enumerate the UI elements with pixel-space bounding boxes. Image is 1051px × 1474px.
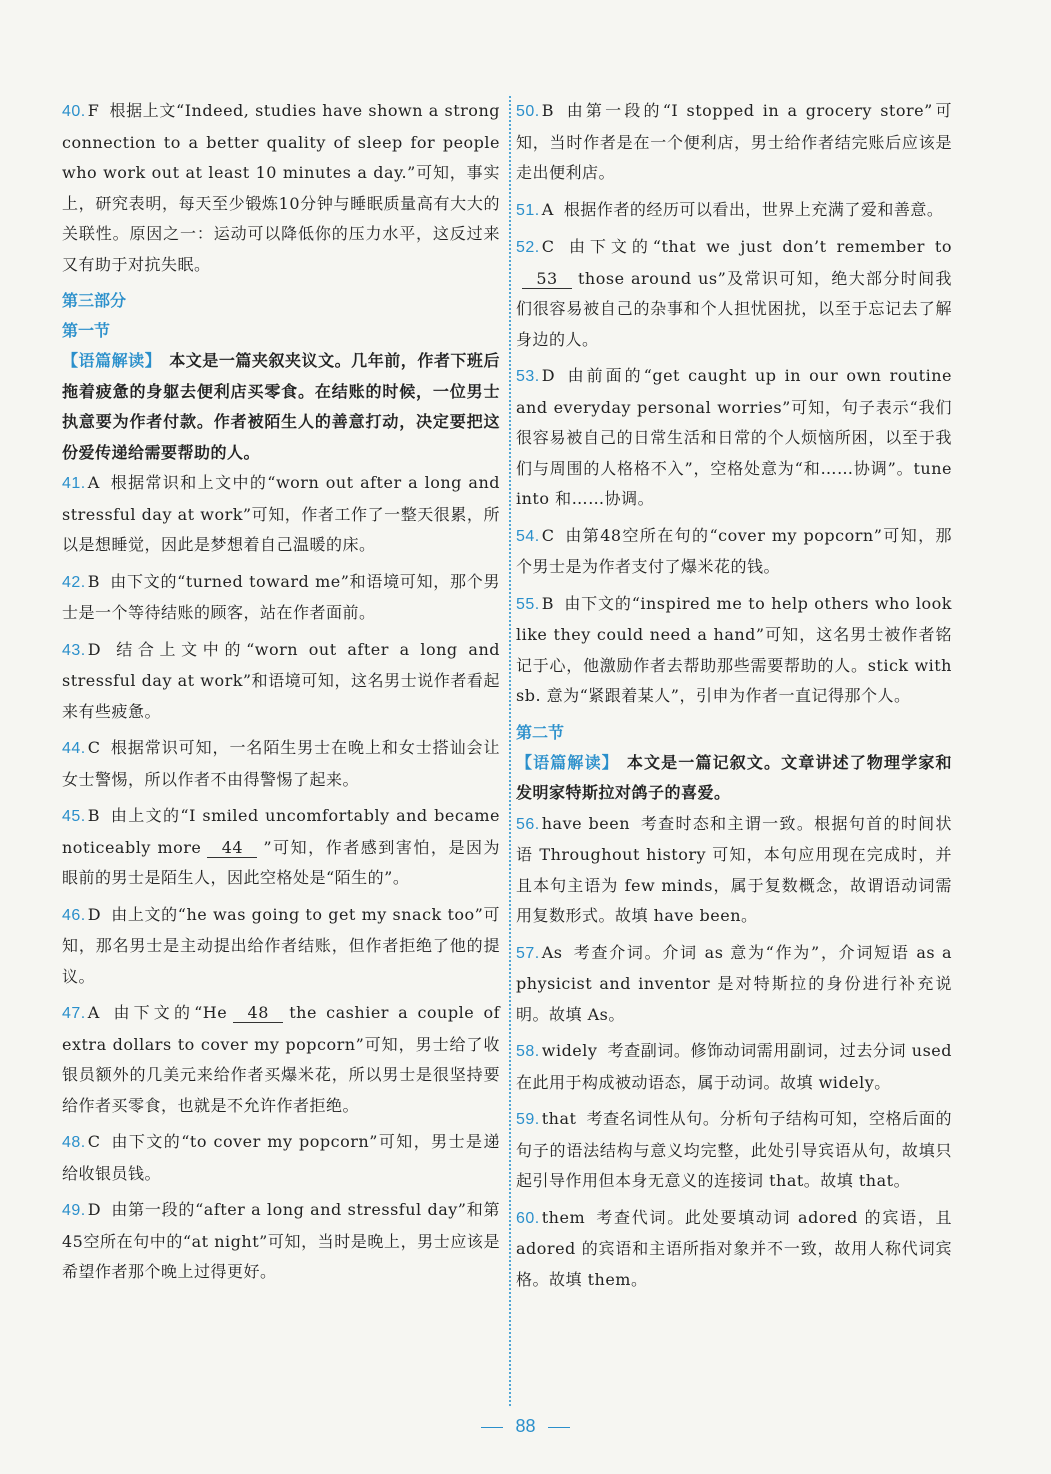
explanation: 考查时态和主谓一致。根据句首的时间状语 Throughout history 可知，本句应用现在完成时，并且本句主语为 few minds，属于复数概念，故谓语动词需用复数形式。故填 have been。 [516, 813, 952, 925]
question-number: 45. [62, 808, 86, 825]
answer-key: C [541, 525, 555, 545]
answer-entry-42 [62, 567, 500, 629]
answer-entry-41 [62, 468, 500, 561]
answer-entry-44 [62, 733, 500, 795]
answer-key: A [541, 199, 554, 219]
answer-entry-46 [62, 900, 500, 993]
answer-key: C [87, 1132, 101, 1151]
explanation: 考查名词性从句。分析句子结构可知，空格后面的句子的语法结构与意义均完整，此处引导宾语从句，故填只起引导作用但本身无意义的连接词 that。故填 that。 [516, 1109, 952, 1190]
answer-key: B [541, 593, 555, 613]
question-number: 51. [516, 201, 540, 219]
explanation: 根据常识和上文中的“worn out after a long and stressful day at work”可知，作者工作了一整天很累，所以是想睡觉，因此是梦想着自己温暖的床。 [62, 473, 500, 554]
explanation-part: 由下文的“He [109, 1003, 228, 1022]
explanation: 考查副词。修饰动词需用副词，过去分词 used 在此用于构成被动语态，属于动词。故填 widely。 [516, 1041, 952, 1092]
question-number: 43. [62, 641, 86, 659]
explanation-part: ”可知，作者感到害怕，是因为眼前的男士是陌生人，因此空格处是“陌生的”。 [62, 837, 501, 887]
explanation: 根据上文“Indeed, studies have shown a strong connection to a better quality of sleep for people who work out at least 10 minutes a day.”可知，事实上，研究表明，每天至少锻炼10分钟与睡眠质量高有大大的关联性。原因之一：运动可以降低你的压力水平，这反过来又有助于对抗失眠。 [62, 101, 500, 274]
explanation: 由下文的“to cover my popcorn”可知，男士是递给收银员钱。 [62, 1132, 500, 1183]
right-column [516, 96, 952, 1301]
page-footer [0, 1416, 1051, 1437]
question-number: 44. [62, 740, 86, 757]
answer-key: C [541, 237, 555, 256]
answer-entry-40 [62, 96, 500, 280]
answer-entry-57 [516, 938, 952, 1031]
question-number: 58. [516, 1043, 540, 1060]
question-number: 48. [62, 1134, 86, 1151]
passage-summary-text: 本文是一篇记叙文。文章讲述了物理学家和发明家特斯拉对鸽子的喜爱。 [516, 752, 952, 802]
explanation-part: the cashier a couple of extra dollars to cover my popcorn”可知，男士给了收银员额外的几美元来给作者买爆米花，所以男士是很坚持要给作者买零食，也就是不允许作者拒绝。 [62, 1003, 500, 1115]
answer-key: B [87, 806, 101, 825]
answer-key: D [87, 1200, 102, 1219]
page-number: 88 [515, 1416, 536, 1436]
explanation: 由上文的“he was going to get my snack too”可知，那名男士是主动提出给作者结账，但作者拒绝了他的提议。 [62, 904, 500, 986]
answer-key: B [541, 101, 555, 120]
question-number: 56. [516, 815, 540, 833]
question-number: 40. [62, 103, 86, 120]
explanation: 由第48空所在句的“cover my popcorn”可知，那个男士是为作者支付了爆米花的钱。 [516, 525, 952, 576]
answer-entry-58 [516, 1036, 952, 1098]
question-number: 53. [516, 368, 540, 385]
answer-entry-60 [516, 1203, 952, 1296]
answer-key: C [87, 738, 101, 757]
answer-key: A [87, 473, 100, 492]
passage-summary [516, 748, 952, 809]
answer-key: F [87, 101, 100, 120]
answer-entry-52 [516, 232, 952, 355]
passage-summary [62, 346, 500, 468]
answer-entry-56 [516, 809, 952, 932]
explanation: 由下文的“turned toward me”和语境可知，那个男士是一个等待结账的顾客，站在作者面前。 [62, 571, 500, 622]
answer-key: A [87, 1003, 100, 1022]
answer-entry-59 [516, 1104, 952, 1197]
answer-key: them [541, 1207, 586, 1227]
answer-entry-54 [516, 521, 952, 583]
question-number: 42. [62, 573, 86, 591]
answer-entry-49 [62, 1195, 500, 1288]
explanation: 由下文的“inspired me to help others who look like they could need a hand”可知，这名男士被作者铭记于心，他激励作者去帮助那些需要帮助的人。stick with sb. 意为“紧跟着某人”，引申为作者一直记得那个人。 [516, 593, 952, 705]
explanation: 考查介词。介词 as 意为“作为”，介词短语 as a physicist and inventor 是对特斯拉的身份进行补充说明。故填 As。 [516, 942, 952, 1024]
passage-summary-text: 本文是一篇夹叙夹议文。几年前，作者下班后拖着疲惫的身躯去便利店买零食。在结账的时候，一位男士执意要为作者付款。作者被陌生人的善意打动，决定要把这份爱传递给需要帮助的人。 [62, 351, 500, 462]
answer-key: D [541, 366, 556, 385]
answer-entry-50 [516, 96, 952, 189]
question-number: 41. [62, 475, 86, 492]
blank-reference: 48 [233, 1004, 283, 1023]
question-number: 60. [516, 1209, 540, 1227]
explanation: 由前面的“get caught up in our own routine and everyday personal worries”可知，句子表示“我们很容易被自己的日常生活和日常的个人烦恼所困，以至于我们与周围的人格格不入”，空格处意为“和……协调”。tune into 和……协调。 [516, 366, 952, 508]
question-number: 59. [516, 1111, 540, 1128]
answer-entry-55 [516, 589, 952, 712]
blank-reference: 53 [522, 270, 572, 289]
answer-key: have been [541, 813, 631, 833]
answer-key: D [87, 904, 102, 924]
explanation-part: those around us”及常识可知，绝大部分时间我们很容易被自己的杂事和个人担忧困扰，以至于忘记去了解身边的人。 [516, 268, 952, 349]
explanation-part: 由上文的“I smiled uncomfortably and became noticeably more [62, 806, 500, 857]
question-number: 46. [62, 906, 86, 924]
answer-entry-43 [62, 635, 500, 728]
answer-entry-47 [62, 998, 500, 1121]
explanation: 由第一段的“I stopped in a grocery store”可知，当时作者是在一个便利店，男士给作者结完账后应该是走出便利店。 [516, 101, 952, 182]
explanation: 由第一段的“after a long and stressful day”和第45空所在句中的“at night”可知，当时是晚上，男士应该是希望作者那个晚上过得更好。 [62, 1200, 500, 1281]
question-number: 57. [516, 944, 540, 962]
question-number: 54. [516, 527, 540, 545]
answer-key: As [541, 942, 563, 962]
answer-key: that [541, 1109, 577, 1128]
footer-rule [481, 1427, 503, 1428]
explanation-part: 由下文的“that we just don’t remember to [564, 237, 952, 256]
answer-entry-45 [62, 801, 500, 894]
section-heading: 第二节 [516, 722, 565, 742]
section-heading: 第一节 [62, 321, 111, 340]
answer-entry-51 [516, 195, 952, 227]
footer-rule [548, 1427, 570, 1428]
blank-reference: 44 [207, 839, 257, 858]
explanation: 根据常识可知，一名陌生男士在晚上和女士搭讪会让女士警惕，所以作者不由得警惕了起来。 [62, 738, 500, 789]
left-column [62, 96, 500, 1294]
passage-summary-tag: 【语篇解读】 [62, 351, 162, 370]
question-number: 50. [516, 103, 540, 120]
passage-summary-tag: 【语篇解读】 [516, 752, 619, 772]
answer-key: widely [541, 1041, 598, 1060]
question-number: 55. [516, 595, 540, 613]
question-number: 49. [62, 1202, 86, 1219]
answer-key: D [87, 639, 102, 659]
question-number: 47. [62, 1005, 86, 1022]
explanation: 结合上文中的“worn out after a long and stressful day at work”和语境可知，这名男士说作者看起来有些疲惫。 [62, 639, 500, 721]
question-number: 52. [516, 239, 540, 256]
column-divider [509, 96, 511, 1406]
explanation: 根据作者的经历可以看出，世界上充满了爱和善意。 [563, 199, 944, 219]
answer-entry-53 [516, 361, 952, 515]
part-heading: 第三部分 [62, 291, 127, 310]
answer-key: B [87, 571, 101, 591]
explanation: 考查代词。此处要填动词 adored 的宾语，且 adored 的宾语和主语所指对象并不一致，故用人称代词宾格。故填 them。 [516, 1207, 952, 1289]
answer-entry-48 [62, 1127, 500, 1189]
